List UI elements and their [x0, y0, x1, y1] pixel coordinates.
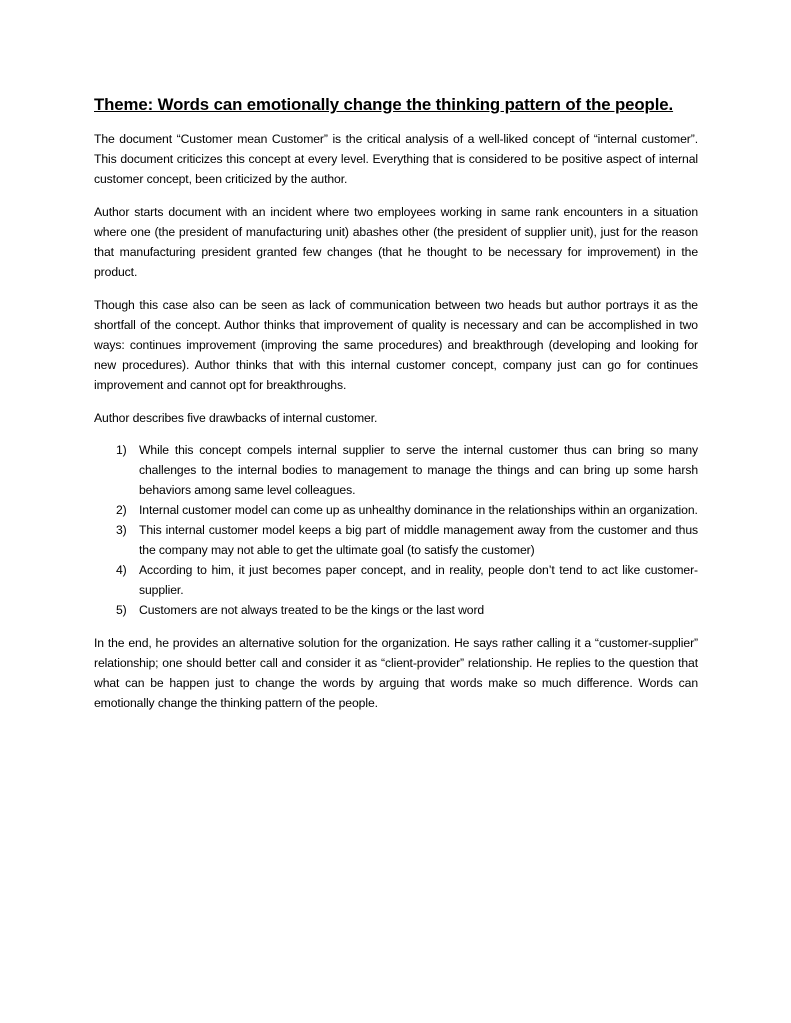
- list-item-text: According to him, it just becomes paper concept, and in reality, people don’t tend to act like customer-supplier.: [139, 563, 698, 597]
- list-item-text: While this concept compels internal supplier to serve the internal customer thus can bring so many challenges to the internal bodies to management to manage the things and can bring up some harsh behaviors among same level colleagues.: [139, 443, 698, 497]
- list-item-text: Internal customer model can come up as unhealthy dominance in the relationships within an organization.: [139, 503, 698, 517]
- list-marker: 2): [116, 503, 127, 517]
- list-marker: 4): [116, 563, 127, 577]
- list-item: [94, 440, 698, 500]
- paragraph-incident: Author starts document with an incident where two employees working in same rank encounters in a situation where one (the president of manufacturing unit) abashes other (the president of supplier unit), just for the reason that manufacturing president granted few changes (that he thought to be necessary for improvement) in the product.: [94, 205, 698, 279]
- list-item: [94, 500, 698, 520]
- list-marker: 3): [116, 523, 127, 537]
- drawbacks-intro: Author describes five drawbacks of internal customer.: [94, 411, 378, 425]
- list-item: [94, 560, 698, 600]
- drawbacks-list: [94, 440, 698, 620]
- list-item-text: This internal customer model keeps a big part of middle management away from the customer and thus the company may not able to get the ultimate goal (to satisfy the customer): [139, 523, 698, 557]
- list-item: [94, 600, 698, 620]
- document-title: Theme: Words can emotionally change the thinking pattern of the people.: [94, 95, 674, 114]
- list-marker: 5): [116, 603, 127, 617]
- document-body: [94, 93, 698, 726]
- list-item: [94, 520, 698, 560]
- list-item-text: Customers are not always treated to be the kings or the last word: [139, 603, 485, 617]
- paragraph-introduction: The document “Customer mean Customer” is the critical analysis of a well-liked concept of “internal customer”. This document criticizes this concept at every level. Everything that is considered to be positive aspect of internal customer concept, been criticized by the author.: [94, 132, 698, 186]
- list-marker: 1): [116, 443, 127, 457]
- paragraph-improvement: Though this case also can be seen as lack of communication between two heads but author portrays it as the shortfall of the concept. Author thinks that improvement of quality is necessary and can be accomplished in two ways: continues improvement (improving the same procedures) and breakthrough (developing and looking for new procedures). Author thinks that with this internal customer concept, company just can go for continues improvement and cannot opt for breakthroughs.: [94, 298, 698, 392]
- paragraph-conclusion: In the end, he provides an alternative solution for the organization. He says rather calling it a “customer-supplier” relationship; one should better call and consider it as “client-provider” relationship. He replies to the question that what can be happen just to change the words by arguing that words make so much difference. Words can emotionally change the thinking pattern of the people.: [94, 636, 698, 710]
